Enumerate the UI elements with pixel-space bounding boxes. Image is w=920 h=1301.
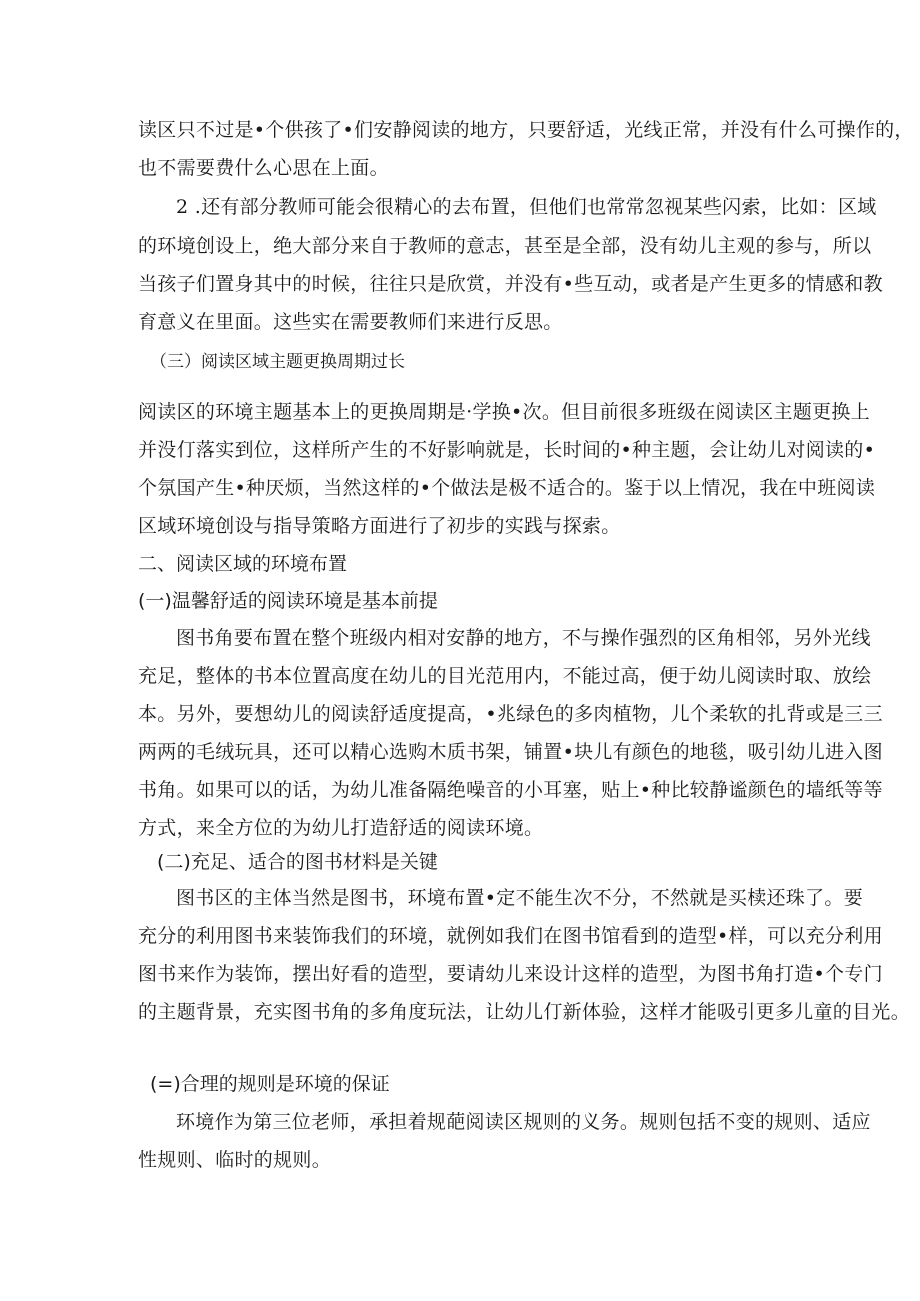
paragraph-line: 图书角要布置在整个班级内相对安静的地方，不与操作强烈的区角相邻，另外光线 <box>176 627 871 649</box>
paragraph-line: 充足，整体的书本位置高度在幼儿的目光范用内，不能过高，便于幼儿阅读时取、放绘 <box>138 665 872 687</box>
paragraph-line: 也不需要费什么心思在上面。 <box>138 157 389 179</box>
paragraph-line: 方式，来全方位的为幼儿打造舒适的阅读环境。 <box>138 817 544 839</box>
paragraph-line: 2 .还有部分教师可能会很精心的去布置，但他们也常常忽视某些闪索，比如：区域 <box>176 196 877 218</box>
paragraph-line: 的环境创设上，绝大部分来自于教师的意志，甚至是全部，没有幼儿主观的参与，所以 <box>138 235 872 257</box>
section-heading: (=)合理的规则是环境的保证 <box>150 1073 390 1095</box>
paragraph-line: 充分的利用图书来装饰我们的环境，就例如我们在图书馆看到的造型•样，可以充分利用 <box>138 925 883 947</box>
paragraph-line: 图书来作为装饰，摆出好看的造型，要请幼儿来设计这样的造型，为图书角打造•个专门 <box>138 963 883 985</box>
paragraph-line: 当孩子们置身其中的时候，往往只是欣赏，并没有•些互动，或者是产生更多的情感和教 <box>138 273 883 295</box>
paragraph-line: 区域环境创设与指导策略方面进行了初步的实践与探索。 <box>138 515 621 537</box>
paragraph-line: 性规则、临时的规则。 <box>138 1149 332 1171</box>
section-heading: 二、阅读区域的环境布置 <box>138 553 348 575</box>
paragraph-line: 阅读区的环境主题基本上的更换周期是·学换•次。但目前很多班级在阅读区主题更换上 <box>138 401 870 423</box>
section-heading: (一)温馨舒适的阅读环境是基本前提 <box>138 590 438 612</box>
paragraph-line: 书角。如果可以的话，为幼儿准备隔绝噪音的小耳塞，贴上•种比较静谧颜色的墙纸等等 <box>138 779 883 801</box>
paragraph-line: 并没仃落实到位，这样所产生的不好影响就是，长时间的•种主题，会让幼儿对阅读的• <box>138 439 876 461</box>
section-heading: (二)充足、适合的图书材料是关键 <box>157 851 438 873</box>
paragraph-line: 环境作为第三位老师，承担着规葩阅读区规则的义务。规则包括不变的规则、适应 <box>176 1111 871 1133</box>
paragraph-line: 个氛国产生•种厌烦，当然这样的•个做法是极不适合的。鉴于以上情况，我在中班阅读 <box>138 477 876 499</box>
paragraph-line: 图书区的主体当然是图书，环境布置•定不能生次不分，不然就是买椟还珠了。要 <box>176 887 864 909</box>
paragraph-line: 读区只不过是•个供孩了•们安静阅读的地方，只要舒适，光线正常，并没有什么可操作的， <box>138 119 914 141</box>
paragraph-line: 两两的毛绒玩具，还可以精心选购木质书架，铺置•块儿有颜色的地毯，吸引幼儿进入图 <box>138 741 883 763</box>
paragraph-line: 育意义在里面。这些实在需要教师们来进行反思。 <box>138 311 563 333</box>
paragraph-line: 本。另外，要想幼儿的阅读舒适度提高，•兆绿色的多肉植物，儿个柔软的扎背或是三三 <box>138 703 883 725</box>
sub-heading: （三）阅读区域主题更换周期过长 <box>150 352 405 372</box>
paragraph-line: 的主题背景，充实图书角的多角度玩法，让幼儿仃新体验，这样才能吸引更多儿童的目光。 <box>138 1001 911 1023</box>
